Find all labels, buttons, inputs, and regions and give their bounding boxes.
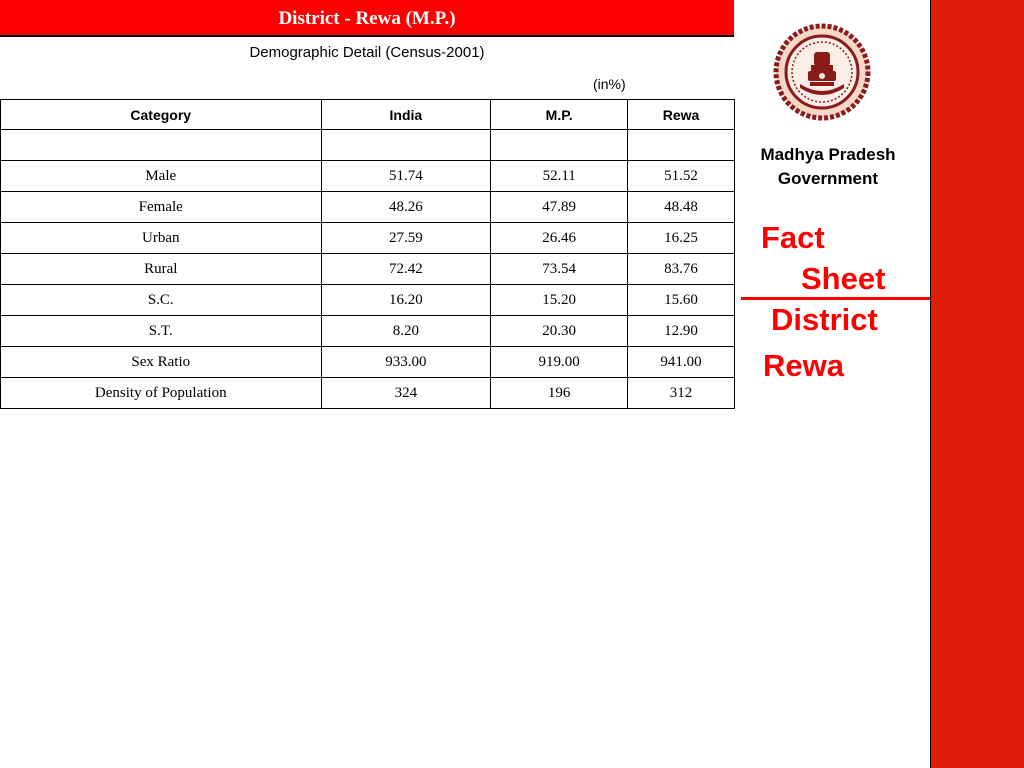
subtitle: Demographic Detail (Census-2001) <box>249 44 485 61</box>
table-cell: 72.42 <box>321 254 491 285</box>
red-sidebar-panel <box>930 0 1024 768</box>
table-cell <box>321 130 491 161</box>
column-header-mp: M.P. <box>491 100 628 130</box>
table-cell: 48.48 <box>628 192 735 223</box>
table-cell: 941.00 <box>628 347 735 378</box>
table-cell: 27.59 <box>321 223 491 254</box>
table-cell <box>1 130 322 161</box>
table-cell: 919.00 <box>491 347 628 378</box>
table-cell: 8.20 <box>321 316 491 347</box>
table-cell: 196 <box>491 378 628 409</box>
table-cell: 47.89 <box>491 192 628 223</box>
table-row <box>1 254 735 285</box>
table-row <box>1 285 735 316</box>
table-row <box>1 223 735 254</box>
government-name-line2: Government <box>777 169 879 188</box>
table-cell: 12.90 <box>628 316 735 347</box>
page-title-bar <box>0 0 734 37</box>
table-row <box>1 347 735 378</box>
table-cell: 48.26 <box>321 192 491 223</box>
unit-note: (in%) <box>593 76 626 92</box>
page-title: District - Rewa (M.P.) <box>278 8 456 29</box>
table-cell: 52.11 <box>491 161 628 192</box>
column-header-india: India <box>321 100 491 130</box>
table-cell: 933.00 <box>321 347 491 378</box>
table-row <box>1 192 735 223</box>
table-cell: 51.74 <box>321 161 491 192</box>
table-cell: 16.20 <box>321 285 491 316</box>
table-cell: 51.52 <box>628 161 735 192</box>
fact-sheet-district: District <box>771 302 878 337</box>
government-name <box>740 143 916 191</box>
table-cell <box>491 130 628 161</box>
demographic-table <box>0 99 735 409</box>
table-cell: Sex Ratio <box>1 347 322 378</box>
table-cell: 20.30 <box>491 316 628 347</box>
fact-sheet-sheet: Sheet <box>801 261 886 296</box>
emblem-icon <box>770 22 874 122</box>
fact-sheet-fact: Fact <box>761 220 825 255</box>
table-cell: 15.60 <box>628 285 735 316</box>
table-cell: Female <box>1 192 322 223</box>
fact-sheet-rewa: Rewa <box>763 348 844 383</box>
table-row <box>1 316 735 347</box>
government-name-line1: Madhya Pradesh <box>760 145 896 164</box>
table-header-row <box>1 100 735 130</box>
table-cell: 26.46 <box>491 223 628 254</box>
table-cell: Urban <box>1 223 322 254</box>
column-header-rewa: Rewa <box>628 100 735 130</box>
table-cell: S.C. <box>1 285 322 316</box>
table-cell: 15.20 <box>491 285 628 316</box>
table-row <box>1 130 735 161</box>
table-cell: 312 <box>628 378 735 409</box>
table-cell: 73.54 <box>491 254 628 285</box>
table-cell: 83.76 <box>628 254 735 285</box>
table-cell: S.T. <box>1 316 322 347</box>
table-cell: Male <box>1 161 322 192</box>
government-emblem-logo <box>770 22 874 122</box>
table-cell: Rural <box>1 254 322 285</box>
table-cell: 16.25 <box>628 223 735 254</box>
table-cell <box>628 130 735 161</box>
column-header-category: Category <box>1 100 322 130</box>
table-row <box>1 378 735 409</box>
table-cell: 324 <box>321 378 491 409</box>
divider-line <box>741 297 931 300</box>
table-row <box>1 161 735 192</box>
table-cell: Density of Population <box>1 378 322 409</box>
